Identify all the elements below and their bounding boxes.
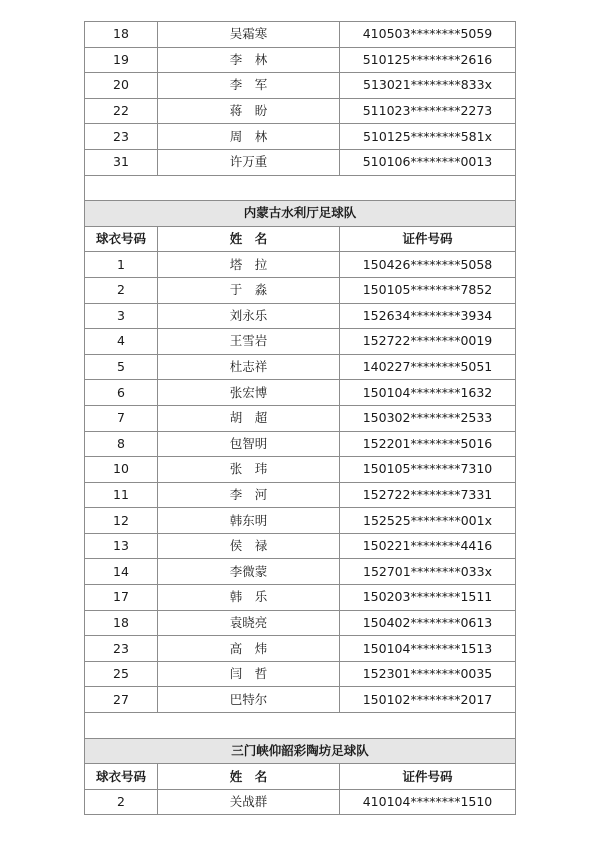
id-number: 513021********833x xyxy=(340,73,516,99)
jersey-number: 7 xyxy=(85,405,158,431)
id-number: 150105********7852 xyxy=(340,277,516,303)
team-name: 三门峡仰韶彩陶坊足球队 xyxy=(85,738,516,764)
id-number: 150105********7310 xyxy=(340,457,516,483)
player-row xyxy=(85,559,516,585)
id-number: 150104********1632 xyxy=(340,380,516,406)
id-number: 152722********7331 xyxy=(340,482,516,508)
player-row xyxy=(85,303,516,329)
jersey-number: 2 xyxy=(85,789,158,815)
player-name: 塔 拉 xyxy=(158,252,340,278)
player-name: 高 炜 xyxy=(158,636,340,662)
player-name: 于 淼 xyxy=(158,277,340,303)
player-name: 袁晓亮 xyxy=(158,610,340,636)
column-header-name: 姓 名 xyxy=(158,764,340,790)
player-name: 巴特尔 xyxy=(158,687,340,713)
jersey-number: 5 xyxy=(85,354,158,380)
id-number: 410503********5059 xyxy=(340,22,516,48)
column-header-id: 证件号码 xyxy=(340,764,516,790)
player-row xyxy=(85,457,516,483)
player-row xyxy=(85,380,516,406)
roster-body xyxy=(85,22,516,815)
roster-table xyxy=(84,21,516,815)
id-number: 511023********2273 xyxy=(340,98,516,124)
id-number: 140227********5051 xyxy=(340,354,516,380)
jersey-number: 17 xyxy=(85,585,158,611)
id-number: 152201********5016 xyxy=(340,431,516,457)
player-row xyxy=(85,585,516,611)
id-number: 510106********0013 xyxy=(340,149,516,175)
jersey-number: 19 xyxy=(85,47,158,73)
player-name: 许万重 xyxy=(158,149,340,175)
jersey-number: 22 xyxy=(85,98,158,124)
jersey-number: 6 xyxy=(85,380,158,406)
player-row xyxy=(85,431,516,457)
player-name: 杜志祥 xyxy=(158,354,340,380)
id-number: 152634********3934 xyxy=(340,303,516,329)
player-name: 李 军 xyxy=(158,73,340,99)
column-header-name: 姓 名 xyxy=(158,226,340,252)
player-name: 张宏博 xyxy=(158,380,340,406)
id-number: 150426********5058 xyxy=(340,252,516,278)
spacer-cell xyxy=(85,175,516,201)
player-row xyxy=(85,687,516,713)
team-name: 内蒙古水利厅足球队 xyxy=(85,201,516,227)
player-row xyxy=(85,47,516,73)
column-header-id: 证件号码 xyxy=(340,226,516,252)
player-name: 胡 超 xyxy=(158,405,340,431)
player-name: 韩 乐 xyxy=(158,585,340,611)
jersey-number: 20 xyxy=(85,73,158,99)
player-name: 蒋 盼 xyxy=(158,98,340,124)
player-row xyxy=(85,789,516,815)
id-number: 152722********0019 xyxy=(340,329,516,355)
player-row xyxy=(85,277,516,303)
jersey-number: 11 xyxy=(85,482,158,508)
player-row xyxy=(85,252,516,278)
jersey-number: 13 xyxy=(85,533,158,559)
jersey-number: 2 xyxy=(85,277,158,303)
id-number: 510125********581x xyxy=(340,124,516,150)
player-name: 李 林 xyxy=(158,47,340,73)
column-header-row xyxy=(85,226,516,252)
jersey-number: 1 xyxy=(85,252,158,278)
jersey-number: 27 xyxy=(85,687,158,713)
player-row xyxy=(85,482,516,508)
player-row xyxy=(85,329,516,355)
player-name: 包智明 xyxy=(158,431,340,457)
spacer-cell xyxy=(85,713,516,739)
player-row xyxy=(85,149,516,175)
player-name: 侯 禄 xyxy=(158,533,340,559)
jersey-number: 8 xyxy=(85,431,158,457)
jersey-number: 25 xyxy=(85,661,158,687)
player-row xyxy=(85,98,516,124)
jersey-number: 3 xyxy=(85,303,158,329)
player-row xyxy=(85,124,516,150)
id-number: 150102********2017 xyxy=(340,687,516,713)
spacer-row xyxy=(85,175,516,201)
id-number: 152525********001x xyxy=(340,508,516,534)
jersey-number: 18 xyxy=(85,22,158,48)
jersey-number: 4 xyxy=(85,329,158,355)
player-name: 周 林 xyxy=(158,124,340,150)
player-row xyxy=(85,610,516,636)
id-number: 150221********4416 xyxy=(340,533,516,559)
player-row xyxy=(85,533,516,559)
jersey-number: 23 xyxy=(85,636,158,662)
player-name: 关战群 xyxy=(158,789,340,815)
player-name: 闫 哲 xyxy=(158,661,340,687)
player-row xyxy=(85,661,516,687)
player-row xyxy=(85,73,516,99)
jersey-number: 12 xyxy=(85,508,158,534)
jersey-number: 14 xyxy=(85,559,158,585)
player-name: 吴霜寒 xyxy=(158,22,340,48)
id-number: 152701********033x xyxy=(340,559,516,585)
player-row xyxy=(85,354,516,380)
player-name: 李微蒙 xyxy=(158,559,340,585)
player-name: 张 玮 xyxy=(158,457,340,483)
jersey-number: 18 xyxy=(85,610,158,636)
column-header-number: 球衣号码 xyxy=(85,226,158,252)
id-number: 150402********0613 xyxy=(340,610,516,636)
id-number: 152301********0035 xyxy=(340,661,516,687)
player-row xyxy=(85,405,516,431)
player-name: 王雪岩 xyxy=(158,329,340,355)
player-row xyxy=(85,508,516,534)
player-name: 李 河 xyxy=(158,482,340,508)
id-number: 150203********1511 xyxy=(340,585,516,611)
id-number: 150302********2533 xyxy=(340,405,516,431)
team-title-row xyxy=(85,738,516,764)
column-header-number: 球衣号码 xyxy=(85,764,158,790)
player-row xyxy=(85,22,516,48)
player-row xyxy=(85,636,516,662)
id-number: 510125********2616 xyxy=(340,47,516,73)
jersey-number: 10 xyxy=(85,457,158,483)
player-name: 韩东明 xyxy=(158,508,340,534)
player-name: 刘永乐 xyxy=(158,303,340,329)
spacer-row xyxy=(85,713,516,739)
jersey-number: 31 xyxy=(85,149,158,175)
column-header-row xyxy=(85,764,516,790)
id-number: 150104********1513 xyxy=(340,636,516,662)
team-title-row xyxy=(85,201,516,227)
jersey-number: 23 xyxy=(85,124,158,150)
id-number: 410104********1510 xyxy=(340,789,516,815)
